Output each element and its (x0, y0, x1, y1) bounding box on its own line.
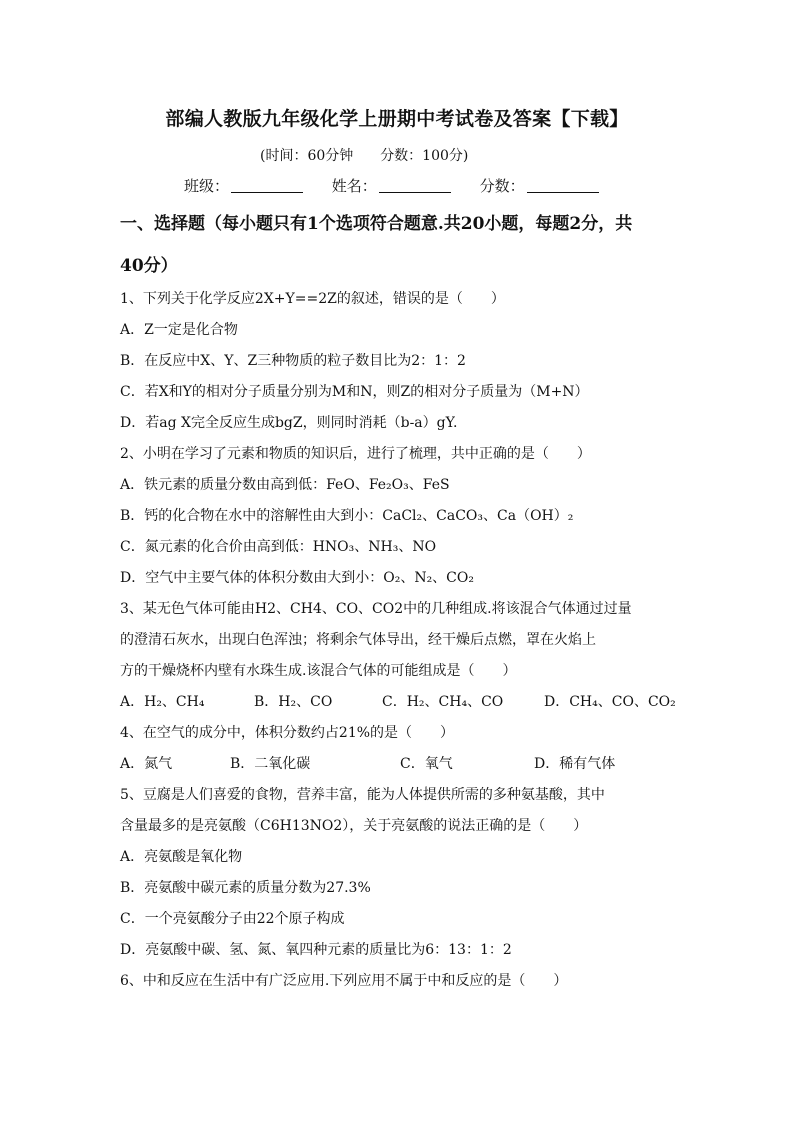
score-label: 分数： (479, 177, 525, 195)
q4-option-a: A．氮气 (120, 756, 173, 772)
name-field (332, 175, 451, 196)
q1-option-b: B．在反应中X、Y、Z三种物质的粒子数目比为2：1：2 (120, 353, 466, 369)
q3-option-a: A．H₂、CH₄ (120, 694, 205, 710)
section-heading (120, 203, 680, 287)
q5-option-d: D．亮氨酸中碳、氢、氮、氧四种元素的质量比为6：13：1：2 (120, 942, 512, 958)
class-blank[interactable] (231, 178, 303, 193)
student-info-fields (184, 175, 623, 196)
q3-option-b: B．H₂、CO (254, 694, 333, 710)
exam-title: 部编人教版九年级化学上册期中考试卷及答案【下载】 (165, 108, 629, 130)
q5-stem-line1: 5、豆腐是人们喜爱的食物，营养丰富，能为人体提供所需的多种氨基酸，其中 (120, 787, 605, 803)
exam-time: (时间：60分钟 (260, 148, 354, 164)
q1-option-c: C．若X和Y的相对分子质量分别为M和N，则Z的相对分子质量为（M+N） (120, 384, 589, 400)
q2-option-a: A．铁元素的质量分数由高到低：FeO、Fe₂O₃、FeS (120, 477, 450, 493)
name-blank[interactable] (379, 178, 451, 193)
questions-list (120, 284, 680, 997)
section-heading-line2: 40分） (120, 256, 178, 276)
q5-option-a: A．亮氨酸是氧化物 (120, 849, 243, 865)
class-field (184, 175, 303, 196)
q3-stem-line1: 3、某无色气体可能由H2、CH4、CO、CO2中的几种组成.将该混合气体通过过量 (120, 601, 632, 617)
q6-stem: 6、中和反应在生活中有广泛应用.下列应用不属于中和反应的是（ ） (120, 973, 568, 989)
exam-total-score: 分数：100分) (380, 148, 469, 164)
score-field (480, 175, 599, 196)
q4-option-d: D．稀有气体 (534, 756, 616, 772)
name-label: 姓名： (331, 177, 377, 195)
q1-option-d: D．若ag X完全反应生成bgZ，则同时消耗（b-a）gY. (120, 415, 458, 431)
q4-option-c: C．氧气 (400, 756, 453, 772)
section-heading-line1: 一、选择题（每小题只有1个选项符合题意.共20小题，每题2分，共 (120, 214, 633, 234)
q5-option-b: B．亮氨酸中碳元素的质量分数为27.3% (120, 880, 371, 896)
exam-meta (260, 145, 468, 165)
q3-options (120, 687, 680, 718)
q4-stem: 4、在空气的成分中，体积分数约占21%的是（ ） (120, 725, 455, 741)
q1-option-a: A．Z一定是化合物 (120, 322, 238, 338)
q3-option-c: C．H₂、CH₄、CO (382, 694, 504, 710)
q1-stem: 1、下列关于化学反应2X+Y==2Z的叙述，错误的是（ ） (120, 291, 505, 307)
q2-option-b: B．钙的化合物在水中的溶解性由大到小：CaCl₂、CaCO₃、Ca（OH）₂ (120, 508, 574, 524)
q5-stem-line2: 含量最多的是亮氨酸（C6H13NO2），关于亮氨酸的说法正确的是（ ） (120, 818, 588, 834)
q2-option-c: C．氮元素的化合价由高到低：HNO₃、NH₃、NO (120, 539, 437, 555)
score-blank[interactable] (527, 178, 599, 193)
q4-options (120, 749, 680, 780)
q5-option-c: C．一个亮氨酸分子由22个原子构成 (120, 911, 345, 927)
q3-stem-line3: 方的干燥烧杯内壁有水珠生成.该混合气体的可能组成是（ ） (120, 663, 517, 679)
class-label: 班级： (184, 177, 230, 195)
q3-option-d: D．CH₄、CO、CO₂ (544, 694, 676, 710)
q2-option-d: D．空气中主要气体的体积分数由大到小：O₂、N₂、CO₂ (120, 570, 474, 586)
q2-stem: 2、小明在学习了元素和物质的知识后，进行了梳理，共中正确的是（ ） (120, 446, 591, 462)
q3-stem-line2: 的澄清石灰水，出现白色浑浊；将剩余气体导出，经干燥后点燃，罩在火焰上 (120, 632, 596, 648)
q4-option-b: B．二氧化碳 (230, 756, 311, 772)
